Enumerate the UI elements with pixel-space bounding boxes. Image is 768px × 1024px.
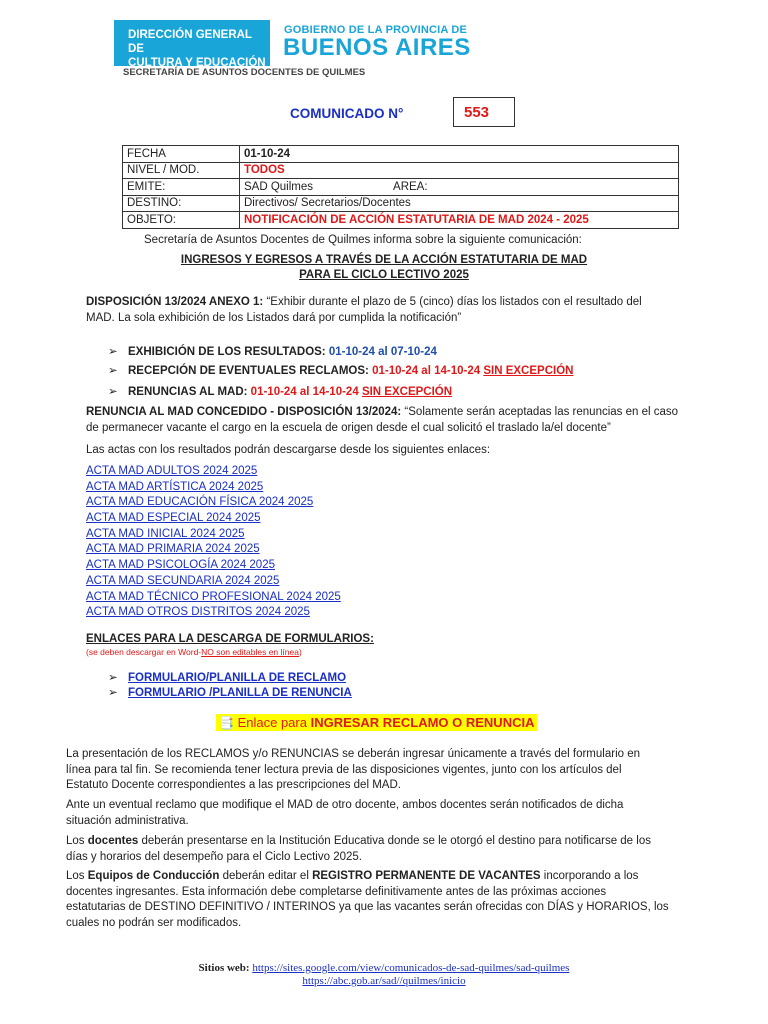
renuncia-paragraph	[86, 405, 678, 436]
renuncia-text-2: de permanecer vacante el cargo en la escuela de origen desde el cual solicitó el traslado la/el docente”	[86, 421, 611, 434]
bullet-reclamos	[108, 363, 573, 377]
footer-sites: Sitios web: https://sites.google.com/view/comunicados-de-sad-quilmes/sad-quilmes	[198, 962, 570, 974]
intro-text: Secretaría de Asuntos Docentes de Quilmes informa sobre la siguiente comunicación:	[144, 234, 582, 246]
nivel-label: NIVEL / MOD.	[123, 162, 240, 179]
bullet-renuncias	[108, 384, 452, 398]
paragraph-reclamo	[66, 798, 706, 829]
disposicion-text-1: “Exhibir durante el plazo de 5 (cinco) días los listados con el resultado del	[263, 296, 642, 308]
comunicado-label: COMUNICADO N°	[290, 106, 404, 121]
actas-links-list	[86, 465, 341, 622]
formularios-heading: ENLACES PARA LA DESCARGA DE FORMULARIOS:	[86, 633, 374, 645]
table-row	[123, 195, 679, 212]
disposicion-label: DISPOSICIÓN 13/2024 ANEXO 1:	[86, 296, 264, 308]
fecha-label: FECHA	[123, 146, 240, 163]
info-table	[122, 145, 679, 229]
enlace-prefix: Enlace para	[237, 715, 311, 730]
paragraph-docentes	[66, 834, 706, 865]
area-label: AREA:	[393, 180, 428, 193]
para3-c: deberán presentarse en la Institución Educativa donde se le otorgó el destino para notificarse de los	[138, 835, 651, 847]
acta-link-tecnico-profesional[interactable]: ACTA MAD TÉCNICO PROFESIONAL 2024 2025	[86, 590, 341, 603]
footer-link-abc[interactable]: https://abc.gob.ar/sad//quilmes/inicio	[302, 975, 466, 987]
bullet-dates: 01-10-24 al 14-10-24	[372, 365, 481, 377]
gba-logo-top: GOBIERNO DE LA PROVINCIA DE	[284, 24, 468, 36]
main-title-line1: INGRESOS Y EGRESOS A TRAVÉS DE LA ACCIÓN ESTATUTARIA DE MAD	[180, 254, 588, 266]
footer-link-google-sites[interactable]: https://sites.google.com/view/comunicados-de-sad-quilmes/sad-quilmes	[252, 962, 570, 974]
paragraph-presentacion	[66, 747, 706, 794]
para3-b: docentes	[87, 835, 139, 847]
para4-b: Equipos de Conducción	[87, 870, 220, 882]
disposicion-paragraph	[86, 295, 642, 326]
emite-cell	[240, 179, 679, 196]
emite-label: EMITE:	[123, 179, 240, 196]
formulario-renuncia-link[interactable]: FORMULARIO /PLANILLA DE RENUNCIA	[128, 687, 352, 699]
disposicion-text-2: MAD. La sola exhibición de los Listados dará por cumplida la notificación”	[86, 311, 462, 324]
formularios-note-b: NO son editables en línea	[201, 647, 299, 657]
para4-e: incorporando a los	[540, 870, 639, 882]
table-row	[123, 179, 679, 196]
renuncia-label: RENUNCIA AL MAD CONCEDIDO - DISPOSICIÓN 13/2024:	[86, 406, 402, 418]
formulario-reclamo-row	[108, 670, 346, 684]
para1-line: La presentación de los RECLAMOS y/o RENUNCIAS se deberán ingresar únicamente a través del formulario en	[66, 748, 641, 760]
emite-value: SAD Quilmes	[244, 180, 314, 193]
acta-link-especial[interactable]: ACTA MAD ESPECIAL 2024 2025	[86, 512, 261, 525]
dgce-logo-line1: DIRECCIÓN GENERAL DE	[128, 29, 252, 55]
comunicado-number: 553	[453, 97, 515, 127]
para2-line: situación administrativa.	[66, 814, 189, 827]
acta-link-psicologia[interactable]: ACTA MAD PSICOLOGÍA 2024 2025	[86, 559, 275, 572]
acta-link-primaria[interactable]: ACTA MAD PRIMARIA 2024 2025	[86, 543, 260, 556]
para4-c: deberán editar el	[219, 870, 313, 882]
table-row	[123, 212, 679, 229]
main-title-line2: PARA EL CICLO LECTIVO 2025	[299, 269, 469, 281]
para3-a: Los	[66, 835, 88, 847]
bullet-label: RECEPCIÓN DE EVENTUALES RECLAMOS:	[128, 365, 373, 377]
para1-line: línea para tal fin. Se recomienda tener lectura previa de las disposiciones vigentes, junto con los artículos del	[66, 763, 622, 776]
bullet-dates: 01-10-24 al 14-10-24	[250, 386, 359, 398]
objeto-label: OBJETO:	[123, 212, 240, 229]
formularios-note-c: )	[298, 647, 302, 657]
bullet-dates: 01-10-24 al 07-10-24	[328, 346, 437, 358]
formulario-reclamo-link[interactable]: FORMULARIO/PLANILLA DE RECLAMO	[128, 672, 347, 684]
destino-label: DESTINO:	[123, 195, 240, 212]
formulario-renuncia-row	[108, 685, 352, 699]
destino-value: Directivos/ Secretarios/Docentes	[240, 195, 679, 212]
para2-line: Ante un eventual reclamo que modifique el MAD de otro docente, ambos docentes serán notificados de dicha	[66, 799, 624, 811]
arrow-icon: ➢	[108, 365, 118, 377]
para4-d: REGISTRO PERMANENTE DE VACANTES	[312, 870, 541, 882]
nivel-value: TODOS	[240, 162, 679, 179]
form-icon: 📑	[219, 716, 234, 730]
paragraph-equipos	[66, 869, 706, 931]
acta-link-inicial[interactable]: ACTA MAD INICIAL 2024 2025	[86, 527, 245, 540]
footer-label: Sitios web	[198, 962, 246, 974]
acta-link-educacion-fisica[interactable]: ACTA MAD EDUCACIÓN FÍSICA 2024 2025	[86, 496, 314, 509]
arrow-icon: ➢	[108, 386, 118, 398]
arrow-icon: ➢	[108, 672, 118, 684]
dgce-logo	[114, 20, 270, 69]
formularios-note	[86, 647, 302, 657]
bullet-extra: SIN EXCEPCIÓN	[361, 386, 453, 398]
footer-abc	[0, 975, 768, 987]
actas-intro: Las actas con los resultados podrán descargarse desde los siguientes enlaces:	[86, 444, 491, 456]
para4-line3: estatutarias de DESTINO DEFINITIVO / INTERINOS ya que las vacantes serán ofrecidas con DÍAS y HORARIOS, los	[66, 901, 669, 913]
para4-line2: docentes ingresantes. Esta información debe completarse definitivamente antes de las próximas acciones	[66, 885, 607, 898]
objeto-value: NOTIFICACIÓN DE ACCIÓN ESTATUTARIA DE MAD 2024 - 2025	[240, 212, 679, 229]
fecha-value: 01-10-24	[240, 146, 679, 163]
acta-link-adultos[interactable]: ACTA MAD ADULTOS 2024 2025	[86, 465, 258, 477]
arrow-icon: ➢	[108, 346, 118, 358]
acta-link-otros-distritos[interactable]: ACTA MAD OTROS DISTRITOS 2024 2025	[86, 606, 310, 619]
para4-line4: cuales no podrán ser modificados.	[66, 916, 242, 929]
table-row	[123, 146, 679, 163]
acta-link-artistica[interactable]: ACTA MAD ARTÍSTICA 2024 2025	[86, 480, 264, 493]
para1-line: Estatuto Docente correspondientes a las prescripciones del MAD.	[66, 779, 401, 791]
main-title	[0, 253, 768, 283]
dgce-logo-line2: CULTURA Y EDUCACIÓN	[128, 57, 266, 69]
enlace-strong: INGRESAR RECLAMO O RENUNCIA	[310, 715, 535, 730]
renuncia-text-1: “Solamente serán aceptadas las renuncias en el caso	[401, 406, 679, 418]
secretaria-title: SECRETARÍA DE ASUNTOS DOCENTES DE QUILMES	[123, 67, 366, 78]
para3-line2: días y horarios del desempeño para el Ciclo Lectivo 2025.	[66, 850, 362, 863]
bullet-extra: SIN EXCEPCIÓN	[483, 365, 574, 377]
bullet-label: EXHIBICIÓN DE LOS RESULTADOS:	[128, 346, 329, 358]
gba-logo-main: BUENOS AIRES	[283, 34, 471, 61]
table-row	[123, 162, 679, 179]
bullet-label: RENUNCIAS AL MAD:	[128, 386, 251, 398]
arrow-icon: ➢	[108, 687, 118, 699]
bullet-exhibicion	[108, 344, 437, 358]
acta-link-secundaria[interactable]: ACTA MAD SECUNDARIA 2024 2025	[86, 574, 280, 587]
formularios-note-a: (se deben descargar en Word-	[86, 647, 202, 657]
enlace-reclamo-renuncia[interactable]	[216, 714, 537, 731]
para4-a: Los	[66, 870, 88, 882]
